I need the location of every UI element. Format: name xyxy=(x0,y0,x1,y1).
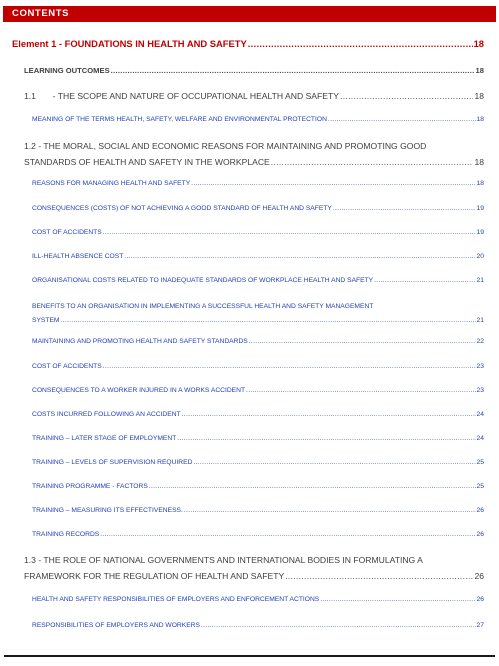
toc-leader xyxy=(103,229,476,236)
toc-leader xyxy=(124,253,475,260)
toc-label: TRAINING – LATER STAGE OF EMPLOYMENT xyxy=(32,435,177,442)
toc-label: ILL-HEALTH ABSENCE COST xyxy=(32,253,124,260)
toc-leader xyxy=(191,180,475,187)
toc-subsection[interactable] xyxy=(32,180,484,187)
toc-page-number: 19 xyxy=(476,229,484,236)
toc-page-number: 26 xyxy=(474,571,484,581)
toc-subsection[interactable] xyxy=(32,277,484,284)
toc-label-line1: 1.2 - THE MORAL, SOCIAL AND ECONOMIC REASONS FOR MAINTAINING AND PROMOTING GOOD xyxy=(24,141,427,151)
footer-divider xyxy=(4,655,495,657)
toc-page-number: 19 xyxy=(476,205,484,212)
toc-page-number: 18 xyxy=(476,116,484,123)
toc-label: TRAINING PROGRAMME - FACTORS xyxy=(32,483,148,490)
toc-subsection[interactable] xyxy=(32,483,484,490)
toc-page-number: 25 xyxy=(476,459,484,466)
toc-page-number: 25 xyxy=(476,483,484,490)
toc-subsection[interactable] xyxy=(32,387,484,394)
toc-leader xyxy=(177,435,475,442)
toc-subsection[interactable] xyxy=(32,622,484,629)
toc-label: HEALTH AND SAFETY RESPONSIBILITIES OF EMPLOYERS AND ENFORCEMENT ACTIONS xyxy=(32,596,320,603)
toc-label-line1: BENEFITS TO AN ORGANISATION IN IMPLEMENTING A SUCCESSFUL HEALTH AND SAFETY MANAGEMENT xyxy=(32,303,374,310)
toc-leader xyxy=(271,154,474,170)
toc-subsection[interactable] xyxy=(32,531,484,538)
toc-page-number: 18 xyxy=(474,157,484,167)
toc-leader xyxy=(184,507,476,514)
toc-subsection[interactable] xyxy=(32,205,484,212)
toc-leader xyxy=(182,411,476,418)
toc-leader xyxy=(246,387,476,394)
toc-leader xyxy=(340,91,473,101)
toc-page-number: 18 xyxy=(475,66,484,75)
toc-element-1[interactable] xyxy=(12,38,484,49)
toc-label-line2: FRAMEWORK FOR THE REGULATION OF HEALTH AND SAFETY xyxy=(24,571,285,581)
toc-label: TRAINING – MEASURING ITS EFFECTIVENESS. xyxy=(32,507,183,514)
toc-subsection[interactable] xyxy=(32,411,484,418)
toc-leader xyxy=(103,363,476,370)
toc-leader xyxy=(61,314,476,328)
toc-label: 1.1 - THE SCOPE AND NATURE OF OCCUPATIONAL HEALTH AND SAFETY xyxy=(24,91,339,101)
toc-label: LEARNING OUTCOMES xyxy=(24,66,110,75)
toc-page-number: 24 xyxy=(476,411,484,418)
toc-leader xyxy=(248,38,473,49)
toc-subsection[interactable] xyxy=(32,300,484,328)
toc-leader xyxy=(320,596,475,603)
toc-leader xyxy=(374,277,475,284)
toc-section-1-2[interactable] xyxy=(24,138,484,170)
toc-subsection[interactable] xyxy=(32,596,484,603)
toc-label: COST OF ACCIDENTS xyxy=(32,229,102,236)
toc-page-number: 26 xyxy=(476,596,484,603)
toc-label: TRAINING – LEVELS OF SUPERVISION REQUIRED xyxy=(32,459,193,466)
toc-label-line2: SYSTEM xyxy=(32,317,60,324)
toc-leader xyxy=(201,622,476,629)
toc-page-number: 26 xyxy=(476,531,484,538)
toc-label: TRAINING RECORDS xyxy=(32,531,100,538)
toc-subsection[interactable] xyxy=(32,435,484,442)
toc-leader xyxy=(285,568,473,584)
toc-section-1-3[interactable] xyxy=(24,552,484,584)
toc-page-number: 18 xyxy=(476,180,484,187)
toc-subsection[interactable] xyxy=(32,116,484,123)
toc-page-number: 23 xyxy=(476,363,484,370)
toc-leader xyxy=(111,66,475,75)
toc-page-number: 23 xyxy=(476,387,484,394)
toc-leader xyxy=(149,483,476,490)
toc-page-number: 18 xyxy=(473,38,484,49)
toc-label: RESPONSIBILITIES OF EMPLOYERS AND WORKERS xyxy=(32,622,200,629)
toc-page-number: 27 xyxy=(476,622,484,629)
toc-label: ORGANISATIONAL COSTS RELATED TO INADEQUATE STANDARDS OF WORKPLACE HEALTH AND SAFETY xyxy=(32,277,374,284)
toc-label: CONSEQUENCES TO A WORKER INJURED IN A WORKS ACCIDENT xyxy=(32,387,246,394)
toc-page-number: 18 xyxy=(474,91,484,101)
toc-section-1-1[interactable] xyxy=(24,91,484,101)
toc-label: COST OF ACCIDENTS xyxy=(32,363,102,370)
toc-learning-outcomes[interactable] xyxy=(24,66,484,75)
toc-page-number: 22 xyxy=(476,338,484,345)
toc-subsection[interactable] xyxy=(32,459,484,466)
toc-subsection[interactable] xyxy=(32,338,484,345)
toc-leader xyxy=(333,205,476,212)
toc-page-number: 24 xyxy=(476,435,484,442)
toc-page-number: 21 xyxy=(476,317,484,324)
toc-page-number: 21 xyxy=(476,277,484,284)
toc-subsection[interactable] xyxy=(32,507,484,514)
toc-subsection[interactable] xyxy=(32,253,484,260)
toc-subsection[interactable] xyxy=(32,363,484,370)
toc-leader xyxy=(328,116,476,123)
toc-leader xyxy=(249,338,476,345)
contents-header: CONTENTS xyxy=(3,6,496,22)
toc-label: Element 1 - FOUNDATIONS IN HEALTH AND SAFETY xyxy=(12,38,247,49)
toc-label: MAINTAINING AND PROMOTING HEALTH AND SAFETY STANDARDS xyxy=(32,338,248,345)
toc-page-number: 26 xyxy=(476,507,484,514)
toc-label: MEANING OF THE TERMS HEALTH, SAFETY, WELFARE AND ENVIRONMENTAL PROTECTION xyxy=(32,116,327,123)
toc-label: REASONS FOR MANAGING HEALTH AND SAFETY xyxy=(32,180,191,187)
toc-subsection[interactable] xyxy=(32,229,484,236)
toc-label-line2: STANDARDS OF HEALTH AND SAFETY IN THE WORKPLACE xyxy=(24,157,270,167)
toc-label: COSTS INCURRED FOLLOWING AN ACCIDENT xyxy=(32,411,181,418)
toc-label-line1: 1.3 - THE ROLE OF NATIONAL GOVERNMENTS AND INTERNATIONAL BODIES IN FORMULATING A xyxy=(24,555,423,565)
toc-leader xyxy=(193,459,475,466)
toc-page-number: 20 xyxy=(476,253,484,260)
toc-label: CONSEQUENCES (COSTS) OF NOT ACHIEVING A GOOD STANDARD OF HEALTH AND SAFETY xyxy=(32,205,332,212)
toc-leader xyxy=(100,531,475,538)
